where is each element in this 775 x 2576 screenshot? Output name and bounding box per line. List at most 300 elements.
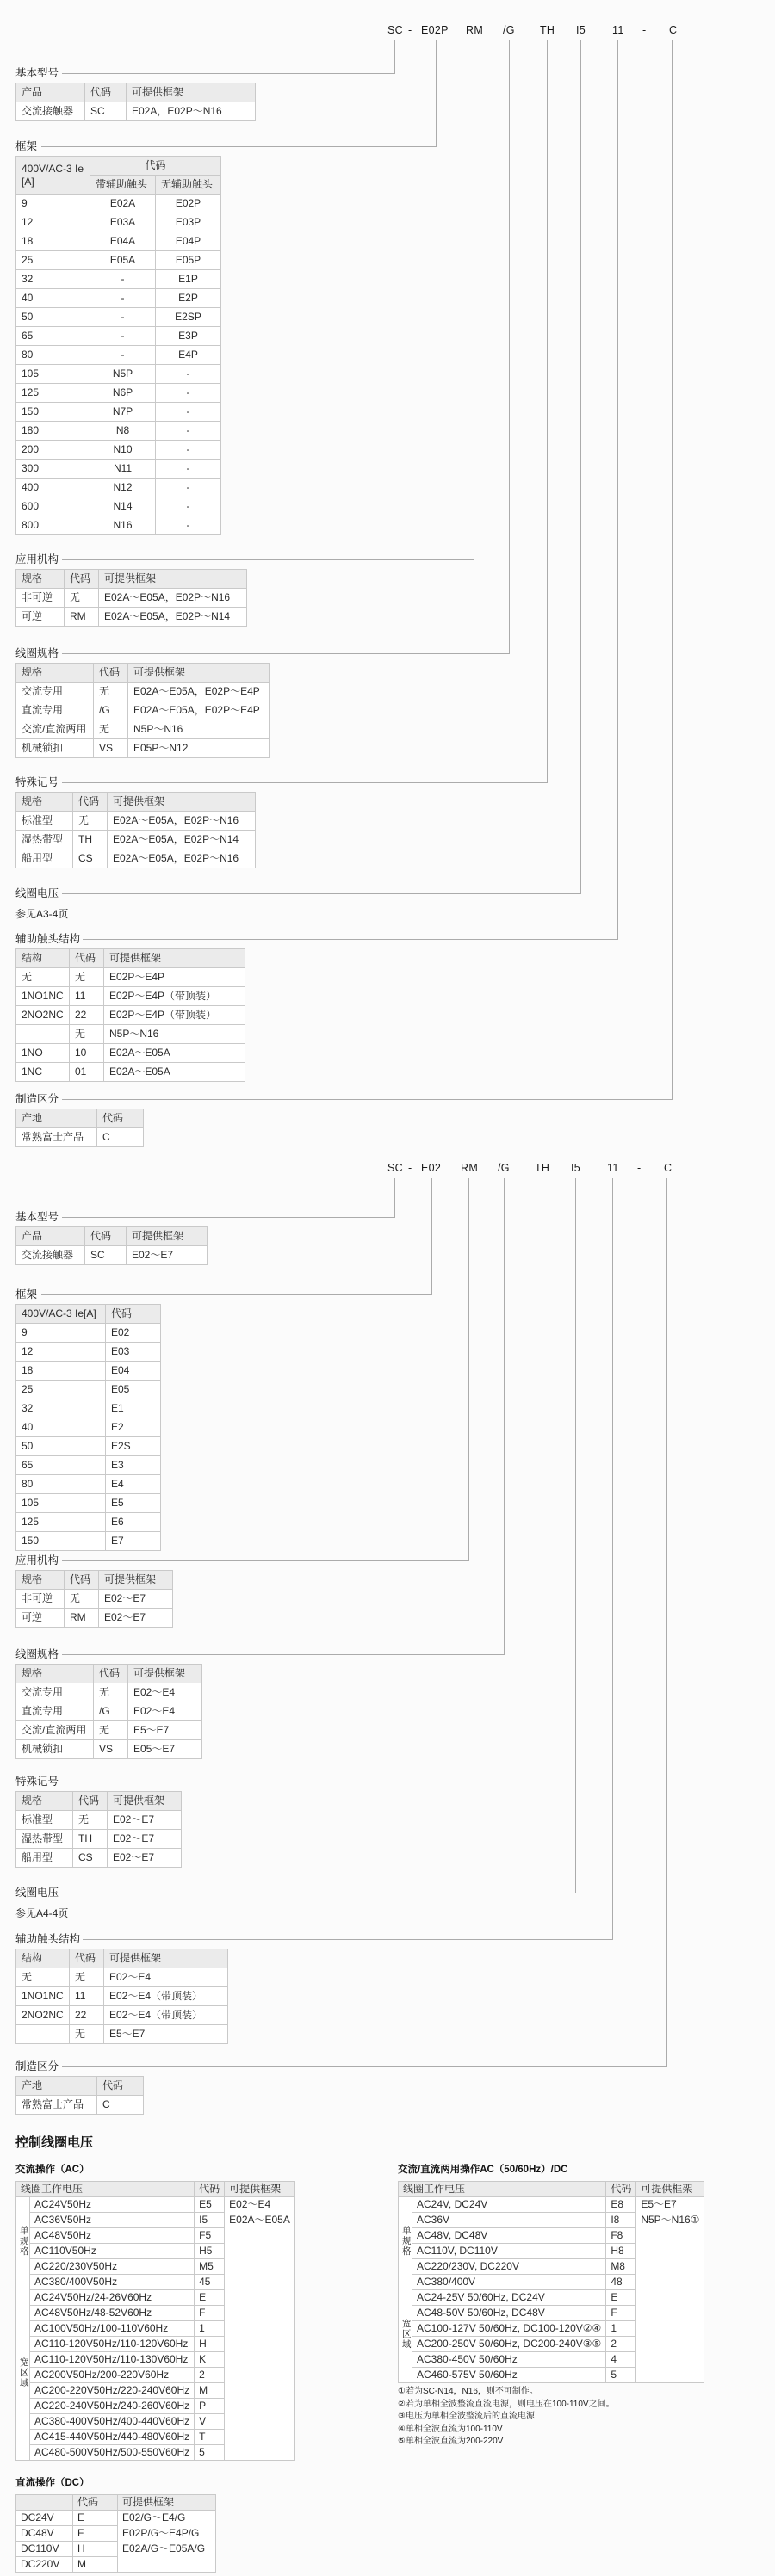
- table-row: [16, 1343, 161, 1362]
- table-row: [16, 831, 256, 849]
- cell: 150: [16, 1532, 106, 1551]
- table-row: [16, 2542, 216, 2557]
- table-row: [16, 346, 221, 365]
- connector-line: [672, 40, 673, 1099]
- column-header: 无辅助触头: [156, 176, 221, 195]
- cell: 125: [16, 384, 90, 403]
- cell: 5: [195, 2445, 225, 2461]
- cell: E5～E7: [104, 2025, 228, 2044]
- table-row: [399, 2228, 704, 2244]
- cell: E02A～E05A，E02P～N14: [99, 608, 247, 627]
- column-header: 代码: [73, 2495, 118, 2511]
- cell: 2: [195, 2368, 225, 2383]
- table-row: [16, 1437, 161, 1456]
- group-label-cell: [16, 2306, 30, 2321]
- cell: E3P: [156, 327, 221, 346]
- cell: [225, 2275, 295, 2290]
- cell: 18: [16, 1362, 106, 1381]
- cell: CS: [73, 849, 108, 868]
- cell: F8: [606, 2228, 636, 2244]
- cell: E05A: [90, 251, 156, 270]
- cell: AC36V50Hz: [30, 2213, 195, 2228]
- cell: E02P～E4P: [104, 968, 245, 987]
- cell: 1NO: [16, 1044, 70, 1063]
- table-row: [16, 2368, 295, 2383]
- model-code-segment: RM: [466, 24, 484, 36]
- cell: [636, 2275, 704, 2290]
- cell: 12: [16, 1343, 106, 1362]
- footnote: ④单相全波直流为100-110V: [398, 2424, 503, 2434]
- cell: 40: [16, 289, 90, 308]
- cell: E3: [106, 1456, 161, 1475]
- cell: AC220/230V50Hz: [30, 2259, 195, 2275]
- cell: N5P: [90, 365, 156, 384]
- model-code-1: [0, 24, 775, 38]
- cell: AC460-575V 50/60Hz: [412, 2368, 606, 2383]
- cell: 无: [94, 1721, 128, 1740]
- cell: 无: [94, 683, 128, 701]
- cell: -: [156, 403, 221, 422]
- column-header: 代码: [73, 1792, 108, 1811]
- cell: C: [97, 1128, 144, 1147]
- cell: 22: [70, 2006, 104, 2025]
- cell: E2SP: [156, 308, 221, 327]
- connector-line: [666, 1178, 667, 2066]
- cell: 交流接触器: [16, 1246, 85, 1265]
- footnotes: [398, 2386, 615, 2449]
- column-header-line: 400V/AC-3 Ie: [22, 162, 84, 175]
- p2-section-mechanism: [16, 1554, 173, 1628]
- cell: 常熟富士产品: [16, 1128, 97, 1147]
- model-code-segment: TH: [540, 24, 555, 36]
- cell: E02～E7: [108, 1849, 182, 1868]
- cell: E1: [106, 1399, 161, 1418]
- cell: 可逆: [16, 608, 65, 627]
- table-row: [16, 1683, 202, 1702]
- column-header: 代码: [73, 793, 108, 812]
- table-row: [16, 812, 256, 831]
- cell: 200: [16, 441, 90, 460]
- cell: E04P: [156, 232, 221, 251]
- cell: M: [195, 2383, 225, 2399]
- cell: [636, 2321, 704, 2337]
- cell: H8: [606, 2244, 636, 2259]
- cell: E05P～N12: [128, 739, 270, 758]
- p2-section-coil-spec: [16, 1648, 202, 1759]
- cell: C: [97, 2096, 144, 2115]
- cell: 无: [70, 2025, 104, 2044]
- p2-section-coil-voltage: [16, 1887, 68, 1920]
- connector-line: [547, 40, 548, 782]
- column-header: 代码: [606, 2182, 636, 2197]
- table-row: [399, 2321, 704, 2337]
- cell: E02～E4（带顶装）: [104, 1987, 228, 2006]
- connector-line: [62, 2066, 667, 2067]
- cell: K: [195, 2352, 225, 2368]
- connector-line: [62, 1099, 673, 1100]
- cell: 交流/直流两用: [16, 1721, 94, 1740]
- model-code-segment: E02: [421, 1162, 442, 1174]
- table-row: [16, 849, 256, 868]
- table-row: [16, 479, 221, 497]
- cell: 11: [70, 1987, 104, 2006]
- section-title: 线圈规格: [16, 647, 59, 659]
- cell: E2: [106, 1418, 161, 1437]
- section-title: 应用机构: [16, 1554, 59, 1566]
- cell: E: [73, 2511, 118, 2526]
- column-header: 线圈工作电压: [399, 2182, 606, 2197]
- cell: E: [606, 2290, 636, 2306]
- cell: E02A～E05A，E02P～N16: [108, 812, 256, 831]
- aux-contact-table: [16, 948, 245, 1082]
- table-row: [16, 1399, 161, 1418]
- column-header: 产品: [16, 83, 85, 102]
- column-header: 代码: [85, 83, 127, 102]
- table-row: [16, 720, 270, 739]
- cell: E02A～E05A，E02P～E4P: [128, 701, 270, 720]
- model-code-segment: I5: [576, 24, 586, 36]
- cell: AC200V50Hz/200-220V60Hz: [30, 2368, 195, 2383]
- cell: AC24V50Hz: [30, 2197, 195, 2213]
- table-row: [399, 2290, 704, 2306]
- table-row: [16, 1324, 161, 1343]
- cell: N12: [90, 479, 156, 497]
- table-row: [16, 2244, 295, 2259]
- cell: E02A～E05A: [104, 1063, 245, 1082]
- table-row: [16, 2096, 144, 2115]
- model-code-segment: SC: [388, 1162, 403, 1174]
- model-code-segment: E02P: [421, 24, 449, 36]
- table-row: [16, 516, 221, 535]
- cell: F: [606, 2306, 636, 2321]
- cell: 无: [70, 968, 104, 987]
- column-header: 可提供框架: [127, 1227, 208, 1246]
- cell: 无: [16, 968, 70, 987]
- cell: E1P: [156, 270, 221, 289]
- model-code-segment: C: [669, 24, 678, 36]
- column-header-line: [A]: [22, 175, 34, 188]
- cell: 45: [195, 2275, 225, 2290]
- acdc-operation-title: 交流/直流两用操作AC（50/60Hz）/DC: [398, 2165, 568, 2175]
- group-label-cell: [16, 2399, 30, 2414]
- table-row: [16, 2213, 295, 2228]
- cell: 400: [16, 479, 90, 497]
- cell: [225, 2399, 295, 2414]
- table-row: [16, 968, 245, 987]
- cell: 22: [70, 1006, 104, 1025]
- cell: SC: [85, 102, 127, 121]
- cell: E05P: [156, 251, 221, 270]
- cell: 无: [73, 812, 108, 831]
- table-row: [16, 1740, 202, 1759]
- cell: 800: [16, 516, 90, 535]
- cell: [225, 2445, 295, 2461]
- column-header: 可提供框架: [127, 83, 256, 102]
- cell: 25: [16, 1381, 106, 1399]
- connector-line: [468, 1178, 469, 1560]
- table-row: [16, 251, 221, 270]
- column-header: 可提供框架: [99, 570, 247, 589]
- cell: [636, 2290, 704, 2306]
- group-label-cell: [16, 2290, 30, 2306]
- column-header: 代码: [94, 664, 128, 683]
- cell: M8: [606, 2259, 636, 2275]
- table-row: [16, 2430, 295, 2445]
- table-row: [16, 1362, 161, 1381]
- section-title: 基本型号: [16, 1211, 59, 1223]
- cell: AC24V50Hz/24-26V60Hz: [30, 2290, 195, 2306]
- table-row: [16, 384, 221, 403]
- cell: E02A～E05A: [225, 2213, 295, 2228]
- cell: 交流/直流两用: [16, 720, 94, 739]
- cell: DC110V: [16, 2542, 73, 2557]
- model-code-segment: /G: [503, 24, 515, 36]
- section-title: 特殊记号: [16, 776, 59, 788]
- model-code-segment: 11: [612, 24, 624, 36]
- cell: AC380/400V: [412, 2275, 606, 2290]
- column-header: 可提供框架: [128, 664, 270, 683]
- cell: 65: [16, 1456, 106, 1475]
- cell: [636, 2368, 704, 2383]
- table-row: [16, 1513, 161, 1532]
- column-header: 代码: [85, 1227, 127, 1246]
- table-row: [16, 1475, 161, 1494]
- cell: E02P～E4P（带顶装）: [104, 1006, 245, 1025]
- table-row: [399, 2275, 704, 2290]
- table-row: [399, 2197, 704, 2213]
- column-header: 代码: [97, 2077, 144, 2096]
- table-row: [399, 2368, 704, 2383]
- aux-contact-table: [16, 1949, 228, 2044]
- connector-line: [431, 1178, 432, 1294]
- cell: SC: [85, 1246, 127, 1265]
- column-header: 结构: [16, 949, 70, 968]
- cell: 船用型: [16, 849, 73, 868]
- cell: E4P: [156, 346, 221, 365]
- p2-section-basic: [16, 1211, 208, 1265]
- cell: N5P～N16: [128, 720, 270, 739]
- cell: [225, 2337, 295, 2352]
- cell: N16: [90, 516, 156, 535]
- table-row: [16, 987, 245, 1006]
- control-coil-voltage-title: 控制线圈电压: [16, 2135, 94, 2150]
- cell: M5: [195, 2259, 225, 2275]
- table-row: [16, 1721, 202, 1740]
- cell: H5: [195, 2244, 225, 2259]
- cell: E02P: [156, 195, 221, 213]
- cell: N6P: [90, 384, 156, 403]
- special-mark-table: [16, 792, 256, 868]
- cell: [225, 2306, 295, 2321]
- cell: [16, 1025, 70, 1044]
- cell: E02～E7: [99, 1609, 173, 1628]
- connector-line: [509, 40, 510, 653]
- table-row: [16, 365, 221, 384]
- cell: [636, 2259, 704, 2275]
- group-label-cell: [16, 2337, 30, 2352]
- p1-section-special: [16, 776, 256, 868]
- table-row: [16, 2445, 295, 2461]
- model-code-separator: -: [642, 24, 647, 36]
- table-row: [16, 195, 221, 213]
- group-label-cell: [16, 2445, 30, 2461]
- cell: AC48-50V 50/60Hz, DC48V: [412, 2306, 606, 2321]
- cell: AC220-240V50Hz/240-260V60Hz: [30, 2399, 195, 2414]
- cell: AC48V50Hz/48-52V60Hz: [30, 2306, 195, 2321]
- cell: N5P～N16: [104, 1025, 245, 1044]
- column-header: 代码: [65, 570, 99, 589]
- table-row: [16, 739, 270, 758]
- table-row: [16, 2197, 295, 2213]
- cell: 无: [65, 1590, 99, 1609]
- cell: 常熟富士产品: [16, 2096, 97, 2115]
- cell: E02A，E02P～N16: [127, 102, 256, 121]
- section-title: 基本型号: [16, 67, 59, 79]
- cell: [225, 2321, 295, 2337]
- cell: [225, 2259, 295, 2275]
- cell: E04: [106, 1362, 161, 1381]
- cell: 非可逆: [16, 1590, 65, 1609]
- cell: -: [156, 479, 221, 497]
- cell: 交流专用: [16, 1683, 94, 1702]
- cell: E04A: [90, 232, 156, 251]
- cell: 600: [16, 497, 90, 516]
- cell: 标准型: [16, 812, 73, 831]
- coil-spec-table: [16, 1664, 202, 1759]
- column-header: 代码: [94, 1665, 128, 1683]
- table-row: [16, 2511, 216, 2526]
- cell: 船用型: [16, 1849, 73, 1868]
- table-row: [16, 2025, 228, 2044]
- p1-section-basic: [16, 67, 256, 121]
- table-row: [16, 213, 221, 232]
- table-row: [16, 2526, 216, 2542]
- table-row: [399, 2306, 704, 2321]
- cell: AC480-500V50Hz/500-550V60Hz: [30, 2445, 195, 2461]
- group-label-cell: [399, 2290, 412, 2306]
- table-row: [16, 403, 221, 422]
- cell: 18: [16, 232, 90, 251]
- model-code-2: [0, 1162, 775, 1176]
- cell: AC200-250V 50/60Hz, DC200-240V③⑤: [412, 2337, 606, 2352]
- cell: 25: [16, 251, 90, 270]
- column-header: 代码: [65, 1571, 99, 1590]
- cell: E02P/G～E4P/G: [118, 2526, 216, 2542]
- cell: 105: [16, 1494, 106, 1513]
- cell: E02: [106, 1324, 161, 1343]
- frame-table: [16, 156, 221, 535]
- column-header: 可提供框架: [118, 2495, 216, 2511]
- cell: N11: [90, 460, 156, 479]
- cell: E5: [195, 2197, 225, 2213]
- table-row: [16, 2306, 295, 2321]
- connector-line: [617, 40, 618, 939]
- model-code-segment: TH: [535, 1162, 550, 1174]
- cell: -: [156, 384, 221, 403]
- cell: 交流专用: [16, 683, 94, 701]
- basic-model-table: [16, 83, 256, 121]
- group-label-cell: [16, 2321, 30, 2337]
- cell: F: [73, 2526, 118, 2542]
- p3-section-ac: [16, 2162, 295, 2461]
- table-row: [16, 1494, 161, 1513]
- connector-line: [436, 40, 437, 146]
- cell: AC415-440V50Hz/440-480V60Hz: [30, 2430, 195, 2445]
- p2-section-aux-contact: [16, 1933, 228, 2044]
- table-row: [16, 497, 221, 516]
- column-header: [16, 157, 90, 195]
- cell: E2P: [156, 289, 221, 308]
- cell: E05: [106, 1381, 161, 1399]
- section-title: 应用机构: [16, 553, 59, 565]
- cell: 1NO1NC: [16, 987, 70, 1006]
- table-row: [16, 460, 221, 479]
- cell: -: [156, 422, 221, 441]
- cell: -: [90, 308, 156, 327]
- table-row: [16, 2228, 295, 2244]
- cell: 1NC: [16, 1063, 70, 1082]
- cell: E03A: [90, 213, 156, 232]
- column-header: 代码: [70, 1949, 104, 1968]
- cell: 湿热带型: [16, 1830, 73, 1849]
- table-row: [16, 1128, 144, 1147]
- group-label-cell: [16, 2259, 30, 2275]
- p1-section-coil-spec: [16, 647, 270, 758]
- cell: 300: [16, 460, 90, 479]
- model-code-separator: -: [408, 1162, 412, 1174]
- cell: 2NO2NC: [16, 1006, 70, 1025]
- table-row: [16, 608, 247, 627]
- group-label-cell: [399, 2197, 412, 2213]
- cell: 无: [94, 720, 128, 739]
- column-header: 代码: [106, 1305, 161, 1324]
- cell: N5P～N16①: [636, 2213, 704, 2228]
- cell: 交流接触器: [16, 102, 85, 121]
- reference-note: 参见A4-4页: [16, 1907, 69, 1919]
- table-row: [399, 2244, 704, 2259]
- cell: AC48V50Hz: [30, 2228, 195, 2244]
- section-title: 线圈电压: [16, 887, 59, 899]
- footnote: ⑤单相全波直流为200-220V: [398, 2437, 504, 2446]
- p2-section-special: [16, 1776, 182, 1868]
- cell: T: [195, 2430, 225, 2445]
- cell: [118, 2557, 216, 2573]
- p1-section-frame: [16, 140, 221, 535]
- group-label-cell: [16, 2197, 30, 2213]
- cell: E02A～E05A，E02P～E4P: [128, 683, 270, 701]
- table-row: [16, 1811, 182, 1830]
- table-row: [399, 2337, 704, 2352]
- table-row: [16, 2290, 295, 2306]
- cell: 65: [16, 327, 90, 346]
- model-code-separator: -: [637, 1162, 642, 1174]
- section-title: 制造区分: [16, 1093, 59, 1105]
- cell: -: [156, 516, 221, 535]
- cell: 40: [16, 1418, 106, 1437]
- table-row: [16, 1025, 245, 1044]
- group-label-single: 单规格: [402, 2226, 412, 2257]
- cell: AC110V50Hz: [30, 2244, 195, 2259]
- table-row: [16, 441, 221, 460]
- p1-section-coil-voltage: [16, 887, 68, 921]
- cell: /G: [94, 1702, 128, 1721]
- cell: E02A～E05A，E02P～N14: [108, 831, 256, 849]
- cell: E02～E4（带顶装）: [104, 2006, 228, 2025]
- column-header: 可提供框架: [108, 1792, 182, 1811]
- cell: F5: [195, 2228, 225, 2244]
- cell: E2S: [106, 1437, 161, 1456]
- cell: 2NO2NC: [16, 2006, 70, 2025]
